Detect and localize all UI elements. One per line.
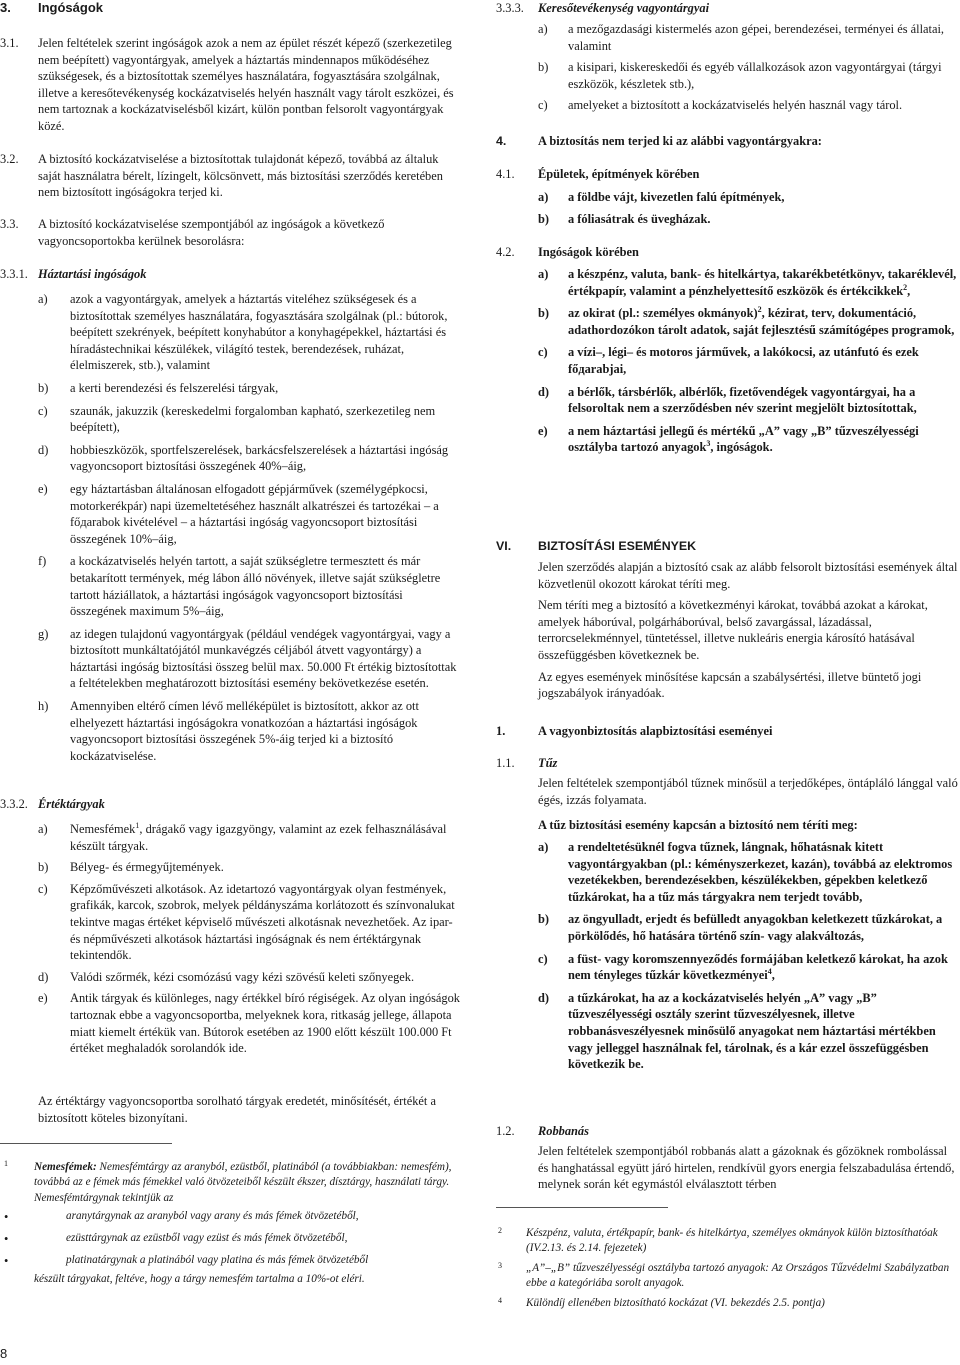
item-letter: b) bbox=[538, 912, 550, 927]
section-number: 3.1. bbox=[0, 36, 19, 50]
item-letter: c) bbox=[538, 951, 548, 966]
list-item bbox=[538, 21, 958, 54]
item-letter: d) bbox=[538, 384, 550, 399]
bullet-text: platinatárgynak a platinából vagy platina és más fémek ötvözetéből bbox=[66, 1254, 369, 1267]
item-text-part: Nemesfémek bbox=[70, 822, 136, 836]
footnote-divider bbox=[0, 1143, 172, 1144]
footnote-divider bbox=[496, 1207, 668, 1208]
list-item bbox=[38, 969, 462, 986]
list-item bbox=[538, 990, 958, 1073]
section-number: 1.2. bbox=[496, 1124, 515, 1138]
item-text bbox=[568, 305, 958, 338]
section-number: 4. bbox=[496, 134, 507, 148]
list-item bbox=[538, 59, 958, 92]
paragraph: Jelen feltételek szempontjából tűznek minősül a terjedőképes, öntápláló lánggal való égés, izzás folyamata. bbox=[538, 776, 958, 807]
section-title: Értéktárgyak bbox=[38, 797, 105, 811]
valuables-closing-text: Az értéktárgy vagyoncsoportba sorolható tárgyak eredetét, minősítését, értékét a biztosított köteles bizonyítani. bbox=[38, 1094, 436, 1125]
list-item bbox=[38, 403, 462, 436]
footnote-ref: 4 bbox=[767, 967, 772, 977]
item-letter: g) bbox=[38, 626, 49, 641]
item-text-part: , bbox=[771, 968, 775, 983]
footnote-3 bbox=[496, 1261, 958, 1292]
item-letter: b) bbox=[38, 380, 49, 395]
section-text: A biztosító kockázatviselése szempontjából az ingóságok a következő vagyoncsoportokba kerülnek besorolásra: bbox=[38, 217, 385, 248]
item-text-part: a nem háztartási jellegű és mértékű „A” vagy „B” tűzveszélyességi osztályba tartozó anyagok bbox=[568, 423, 919, 455]
paragraph: Az egyes események minősítése kapcsán a szabálysértési, illetve büntető jogi jogszabályok irányadóak. bbox=[538, 669, 922, 701]
item-text: a rendeltetésüknél fogva tűznek, lángnak, hőhatásnak kitett vagyontárgyakban (pl.: kéményszerkezet, kazán), továbbá az elektromos vezetékekben, berendezésekben, készülékekben, gépekben keletkező tűzkárokat, ha a tűz más tárgyakra nem terjedt tovább, bbox=[568, 840, 953, 904]
section-3-1 bbox=[0, 35, 462, 135]
household-items-list bbox=[38, 291, 462, 770]
list-item bbox=[38, 481, 462, 547]
item-text-part: , drágakő vagy igazgyöngy, valamint az ezek felhasználásával készült tárgyak. bbox=[70, 822, 447, 853]
list-item bbox=[38, 442, 462, 475]
list-item bbox=[538, 266, 958, 299]
section-title: Ingóságok bbox=[38, 0, 104, 15]
section-number: 3.3.3. bbox=[496, 1, 524, 15]
paragraph: Nem téríti meg a biztosító a következményi károkat, továbbá azokat a károkat, amelyek háborúval, polgárháborúval, belső zavargással, lázadással, terrorcselekménnyel, tüntetéssel, illetve nukleáris energia károsító hatásával összefüggésben következnek be. bbox=[538, 598, 928, 662]
list-item bbox=[38, 698, 462, 764]
footnote-mark: 2 bbox=[498, 1226, 502, 1235]
list-item bbox=[538, 211, 958, 228]
section-number: 3.3.1. bbox=[0, 267, 28, 281]
item-text: Bélyeg- és érmegyűjtemények. bbox=[70, 860, 224, 875]
item-letter: h) bbox=[38, 699, 49, 714]
footnote-2 bbox=[496, 1226, 958, 1257]
section-number: 3.3. bbox=[0, 217, 19, 231]
item-letter: b) bbox=[538, 306, 550, 321]
business-assets-list bbox=[538, 21, 958, 119]
list-item bbox=[538, 305, 958, 338]
list-item bbox=[38, 990, 462, 1056]
item-text: azok a vagyontárgyak, amelyek a háztartás viteléhez szükségesek és a biztosítottak személyes használatára, fogyasztására szolgálnak (pl.: bútorok, beépített szekrények, beépített konyhabútor a konyhagépekkel, háztartási és híradástechnikai készülékek, világító testek, berendezések, ruházat, élelmiszerek, stb.), valamint bbox=[70, 292, 448, 373]
bullet-icon: • bbox=[4, 1232, 9, 1247]
item-letter: b) bbox=[538, 60, 549, 75]
section-number: 3.2. bbox=[0, 152, 19, 166]
item-letter: a) bbox=[538, 267, 549, 281]
item-letter: a) bbox=[538, 840, 549, 854]
footnote-mark: 1 bbox=[4, 1159, 8, 1168]
item-letter: d) bbox=[38, 969, 49, 984]
item-text: a mezőgazdasági kistermelés azon gépei, berendezései, terményei és állatai, valamint bbox=[568, 22, 945, 53]
bullet-icon: • bbox=[4, 1254, 9, 1269]
list-item bbox=[538, 911, 958, 944]
section-number: 1. bbox=[496, 724, 506, 738]
item-text: a fóliasátrak és üvegházak. bbox=[568, 211, 711, 226]
buildings-excluded-list bbox=[538, 189, 958, 232]
list-item bbox=[538, 423, 958, 456]
page-number: 8 bbox=[0, 1346, 8, 1361]
footnote-mark: 3 bbox=[498, 1260, 502, 1270]
list-item bbox=[4, 1206, 462, 1228]
item-text-part: , ingóságok. bbox=[710, 440, 773, 455]
item-letter: a) bbox=[538, 22, 548, 36]
item-text-part: az okirat (pl.: személyes okmányok) bbox=[568, 306, 758, 321]
item-letter: e) bbox=[38, 481, 48, 496]
footnote-text: Készpénz, valuta, értékpapír, bank- és hitelkártya, személyes okmányok külön biztosíthatóak (IV.2.13. és 2.14. fejezetek) bbox=[526, 1227, 938, 1255]
section-title: Tűz bbox=[538, 756, 558, 770]
list-item bbox=[4, 1228, 462, 1250]
item-letter: d) bbox=[538, 990, 550, 1005]
section-title: BIZTOSÍTÁSI ESEMÉNYEK bbox=[538, 539, 697, 553]
footnote-4 bbox=[496, 1296, 958, 1311]
list-item bbox=[38, 291, 462, 374]
item-text-part: , kézirat, terv, dokumentáció, adathordozókon tárolt adatok, saját fejlesztésű számítógépes programok, bbox=[568, 306, 955, 337]
item-letter: a) bbox=[38, 292, 48, 306]
item-letter: e) bbox=[538, 423, 548, 438]
item-letter: b) bbox=[38, 860, 49, 875]
item-text: a tűzkárokat, ha az a kockázatviselés helyén „A” vagy „B” tűzveszélyességi osztály szerint tűzveszélyesnek, illetve robbanásveszélyesnek minősülő anyagokat nem háztartási mértékben vagy jelleggel használnak fel, tárolnak, és a kár ezzel összefüggésben következik be. bbox=[568, 990, 936, 1072]
item-text-part: a készpénz, valuta, bank- és hitelkártya, takarékbetétkönyv, takaréklevél, értékpapír, valamint a pénzhelyettesítő eszközök és értékcikkek bbox=[568, 267, 957, 298]
footnote-mark: 4 bbox=[498, 1295, 502, 1305]
valuables-list bbox=[38, 821, 462, 1062]
bullet-icon: • bbox=[4, 1210, 9, 1225]
section-number: 4.1. bbox=[496, 167, 515, 181]
footnote-definition: Nemesfémtárgy az aranyból, ezüstből, platinából (a továbbiakban: nemesfém), továbbá az e fémek más fémekkel való ötvözeteiből készült ékszer, dísztárgy, használati tárgy. bbox=[34, 1161, 452, 1189]
section-3-2 bbox=[0, 151, 462, 201]
paragraph: Jelen szerződés alapján a biztosító csak az alább felsorolt biztosítási események által közvetlenül okozott károkat téríti meg. bbox=[538, 560, 958, 591]
list-item bbox=[538, 189, 958, 206]
footnote-bullet-list bbox=[4, 1206, 462, 1272]
footnote-text bbox=[34, 1160, 462, 1191]
item-text: az idegen tulajdonú vagyontárgyak (például vendégek vagyontárgyai, vagy a biztosított munkáltatójától munkavégzés céljából átvett vagyontárgy) a háztartási ingóság biztosítási összeg belül max. 50.000 Ft értékig biztosítottak a feltételekben meghatározott biztosítási esemény bekövetkezése esetén. bbox=[70, 626, 457, 691]
item-text: a kerti berendezési és felszerelési tárgyak, bbox=[70, 380, 279, 395]
list-item bbox=[538, 384, 958, 417]
section-title: Robbanás bbox=[538, 1124, 589, 1138]
footnote-text: „A”–„B” tűzveszélyességi osztályba tartozó anyagok: Az Országos Tűzvédelmi Szabályzatban ebbe a kategóriába sorolt anyagok. bbox=[526, 1261, 950, 1290]
section-number: 1.1. bbox=[496, 756, 515, 770]
bullet-text: ezüsttárgynak az ezüstből vagy ezüst és más fémek ötvözetéből, bbox=[66, 1232, 348, 1245]
section-text: Jelen feltételek szerint ingóságok azok a nem az épület részét képező (szerkezetileg nem beépített) vagyontárgyak, amelyek a háztartás mindennapos működéséhez szükségesek, és a biztosítottak személyes használatára, fogyasztására szolgálnak, illetve a keresőtevékenység kockázatviselés helyén használt vagy tárolt eszközei, és nem tartoznak a kockázatviselésből kizárt, külön pontban felsorolt vagyontárgyak közé. bbox=[38, 36, 454, 133]
section-title: Épületek, építmények körében bbox=[538, 167, 700, 181]
item-letter: d) bbox=[38, 442, 49, 457]
item-letter: a) bbox=[538, 190, 549, 204]
footnote-ref: 3 bbox=[706, 439, 711, 449]
section-number: VI. bbox=[496, 539, 512, 553]
item-text: Amennyiben eltérő címen lévő melléképület is biztosított, akkor az ott elhelyezett háztartási ingóságokra vonatkozóan a háztartási ingóságok vagyoncsoport biztosítási összegének 5%-áig terjed ki a biztosító kockázatviselése. bbox=[70, 699, 419, 763]
paragraph: Jelen feltételek szempontjából robbanás alatt a gázoknak és gőzöknek rombolással és hanghatással együtt járó hirtelen, rendkívül gyors energia felszabadulása értendő, melynek során két egymástól elválasztott térben bbox=[538, 1144, 955, 1192]
section-title: Keresőtevékenység vagyontárgyai bbox=[538, 1, 710, 15]
item-text bbox=[568, 423, 958, 456]
item-text-part: , bbox=[907, 283, 911, 298]
item-letter: c) bbox=[38, 881, 48, 896]
item-text: a kockázatviselés helyén tartott, a saját szükségletre termesztett és már betakarított termények, még lábon álló növények, illetve saját szükségletre tartott háziállatok, a háztartási ingóságok vagyoncsoport biztosítási összegének maximum 5%–áig, bbox=[70, 554, 441, 619]
item-text-part: a füst- vagy koromszennyeződés formájában keletkező károkat, ha azok nem tényleges tűzkár következményei bbox=[568, 951, 948, 983]
list-item bbox=[38, 626, 462, 692]
item-text: a földbe vájt, kivezetlen falú építmények, bbox=[568, 190, 785, 204]
footnotes-right bbox=[496, 1226, 958, 1311]
list-item bbox=[538, 839, 958, 905]
item-text: a bérlők, társbérlők, albérlők, fizetővendégek vagyontárgyai, ha a felsoroltak nem a szerződésben név szerint megjelölt biztosítottak, bbox=[568, 384, 917, 416]
item-text: amelyeket a biztosított a kockázatviselés helyén használ vagy tárol. bbox=[568, 98, 903, 113]
item-letter: a) bbox=[38, 822, 48, 836]
list-item bbox=[38, 859, 462, 876]
list-item bbox=[538, 951, 958, 984]
item-text: szaunák, jakuzzik (kereskedelmi forgalomban kapható, szerkezetileg nem beépített), bbox=[70, 403, 436, 435]
item-text: hobbieszközök, sportfelszerelések, barkácsfelszerelések a háztartási ingóság vagyoncsoport biztosítási összegének 40%–áig, bbox=[70, 442, 449, 474]
movables-excluded-list bbox=[538, 266, 958, 462]
section-title: A biztosítás nem terjed ki az alábbi vagyontárgyakra: bbox=[538, 134, 822, 148]
footnote-ref: 2 bbox=[757, 305, 762, 315]
list-item bbox=[538, 344, 958, 377]
item-letter: c) bbox=[38, 403, 48, 418]
item-text: a kisipari, kiskereskedői és egyéb vállalkozások azon vagyontárgyai (tárgyi eszközök, készletek stb.), bbox=[568, 60, 942, 91]
item-text: Valódi szőrmék, kézi csomózású vagy kézi szövésű keleti szőnyegek. bbox=[70, 969, 415, 984]
item-text bbox=[70, 821, 462, 854]
list-item bbox=[4, 1250, 462, 1272]
item-text: a vízi–, légi– és motoros járművek, a lakókocsi, az utánfutó és ezek főдarabjai, bbox=[568, 345, 919, 376]
section-title: Ingóságok körében bbox=[538, 245, 639, 259]
section-text: A biztosító kockázatviselése a biztosítottak tulajdonát képező, továbbá az általuk saját használatra bérelt, lízingelt, kölcsönvett, más biztosítási szerződés keretében nem biztosított ingóságokra terjed ki. bbox=[38, 152, 443, 200]
bullet-text: aranytárgynak az aranyból vagy arany és más fémek ötvözetéből, bbox=[66, 1210, 359, 1223]
footnote-intro: Nemesfémtárgynak tekintjük az bbox=[34, 1191, 174, 1204]
item-text: Antik tárgyak és különleges, nagy értékkel bíró régiségek. Az olyan ingóságok tartoznak ebbe a vagyoncsoportba, melyeknek kora, ritkaság jellege, állapota miatt kiemelt értékük van. Bútorok esetében az 1900 előtt készült 100.000 Ft értéket meghaladók sorolandók ide. bbox=[70, 991, 460, 1056]
item-letter: b) bbox=[538, 211, 550, 226]
footnote-ref: 2 bbox=[903, 282, 908, 292]
footnote-term: Nemesfémek: bbox=[34, 1161, 97, 1173]
footnote-end: készült tárgyakat, feltéve, hogy a tárgy nemesfém tartalma a 10%-ot eléri. bbox=[34, 1273, 365, 1286]
item-text: az öngyulladt, erjedt és befülledt anyagokban keletkezett tűzkárokat, a pörkölődés, hő hatására történő szín- vagy alakváltozás, bbox=[568, 912, 943, 943]
item-letter: c) bbox=[538, 98, 548, 113]
item-text bbox=[568, 951, 958, 984]
footnote-ref: 1 bbox=[135, 820, 140, 830]
item-text: Képzőművészeti alkotások. Az idetartozó vagyontárgyak olyan festmények, grafikák, karcok, szobrok, melyek példányszáma korlátozott és színvonalukat tekintve magas értéket képviselő művészeti alkotásnak nevezhetőek. Az ipar- és népművészeti alkotások háztartási ingóságnak és nem értéktárgynak tekintendők. bbox=[70, 881, 455, 963]
footnote-1 bbox=[0, 1160, 462, 1288]
item-text: egy háztartásban általánosan elfogadott gépjárművek (személygépkocsi, motorkerékpár) napi üzemeltetéséhez használt alkatrészei és tartozékai – a főдarabok kivételével – a háztartási ingóság vagyoncsoport biztosítási összegének 10%–áig, bbox=[70, 481, 439, 546]
list-item bbox=[538, 97, 958, 114]
fire-exclusions-list bbox=[538, 839, 958, 1079]
bold-intro: A tűz biztosítási esemény kapcsán a biztosító nem téríti meg: bbox=[538, 818, 858, 832]
item-letter: e) bbox=[38, 991, 48, 1006]
list-item bbox=[38, 380, 462, 397]
list-item bbox=[38, 553, 462, 619]
item-text bbox=[568, 266, 958, 299]
item-letter: c) bbox=[538, 345, 548, 360]
section-number: 3.3.2. bbox=[0, 797, 28, 811]
section-VI-body bbox=[538, 559, 958, 702]
section-number: 3. bbox=[0, 0, 11, 15]
section-title: A vagyonbiztosítás alapbiztosítási eseményei bbox=[538, 724, 773, 738]
section-title: Háztartási ingóságok bbox=[38, 267, 147, 281]
list-item bbox=[38, 881, 462, 964]
section-3-3 bbox=[0, 216, 462, 249]
list-item bbox=[38, 821, 462, 854]
section-number: 4.2. bbox=[496, 245, 515, 259]
footnote-text: Különdíj ellenében biztosítható kockázat (VI. bekezdés 2.5. pontja) bbox=[526, 1296, 825, 1309]
item-letter: f) bbox=[38, 554, 47, 569]
